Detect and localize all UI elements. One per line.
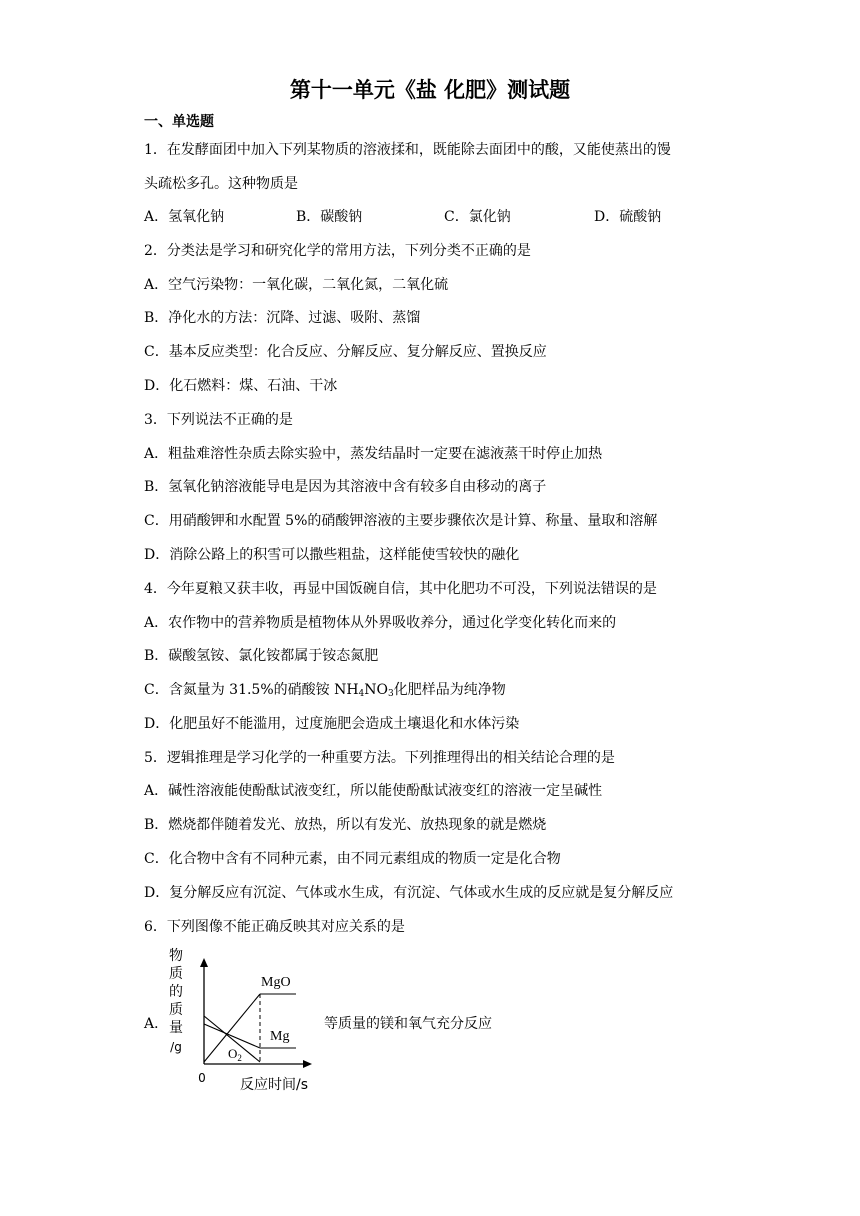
graph-y-label-2: 质 (169, 966, 183, 982)
graph-label-o2: $O_2$ (228, 1046, 242, 1063)
q2-option-c: C．基本反应类型：化合反应、分解反应、复分解反应、置换反应 (144, 344, 547, 360)
q1-option-d: D．硫酸钠 (594, 209, 662, 225)
q4-stem: 4．今年夏粮又获丰收，再显中国饭碗自信，其中化肥功不可没，下列说法错误的是 (144, 581, 657, 597)
q2-option-b: B．净化水的方法：沉降、过滤、吸附、蒸馏 (144, 310, 421, 326)
q2-stem: 2．分类法是学习和研究化学的常用方法，下列分类不正确的是 (144, 243, 531, 259)
q2-option-a: A．空气污染物：一氧化碳，二氧化氮，二氧化硫 (144, 277, 449, 293)
q3-option-d: D．消除公路上的积雪可以撒些粗盐，这样能使雪较快的融化 (144, 547, 520, 563)
q2-option-d: D．化石燃料：煤、石油、干冰 (144, 378, 338, 394)
q4-option-d: D．化肥虽好不能滥用，过度施肥会造成土壤退化和水体污染 (144, 716, 520, 732)
graph-label-mgo: MgO (261, 975, 291, 990)
graph-y-label-6: /g (170, 1040, 182, 1054)
q5-stem: 5．逻辑推理是学习化学的一种重要方法。下列推理得出的相关结论合理的是 (144, 750, 615, 766)
q6-option-a: A． (144, 1016, 169, 1032)
graph-origin: 0 (198, 1071, 206, 1085)
graph-y-label-3: 的 (169, 984, 183, 1000)
q1-option-b: B．碳酸钠 (296, 209, 363, 225)
q5-option-d: D．复分解反应有沉淀、气体或水生成，有沉淀、气体或水生成的反应就是复分解反应 (144, 885, 674, 901)
graph-y-label-4: 质 (169, 1002, 183, 1018)
q4-option-a: A．农作物中的营养物质是植物体从外界吸收养分，通过化学变化转化而来的 (144, 615, 617, 631)
q3-option-b: B．氢氧化钠溶液能导电是因为其溶液中含有较多自由移动的离子 (144, 479, 547, 495)
q3-option-a: A．粗盐难溶性杂质去除实验中，蒸发结晶时一定要在滤液蒸干时停止加热 (144, 446, 603, 462)
q6-stem: 6．下列图像不能正确反映其对应关系的是 (144, 919, 405, 935)
q6-graph (164, 944, 324, 1094)
graph-y-label-1: 物 (169, 948, 183, 964)
graph-x-arrow-icon (303, 1060, 312, 1068)
graph-x-label: 反应时间/s (240, 1077, 309, 1093)
q5-option-a: A．碱性溶液能使酚酞试液变红，所以能使酚酞试液变红的溶液一定呈碱性 (144, 783, 603, 799)
q1-option-a: A．氢氧化钠 (144, 209, 225, 225)
section-heading: 一、单选题 (144, 114, 214, 130)
q3-option-c: C．用硝酸钾和水配置 5%的硝酸钾溶液的主要步骤依次是计算、称量、量取和溶解 (144, 513, 658, 529)
page-title: 第十一单元《盐 化肥》测试题 (289, 77, 571, 102)
graph-y-label-5: 量 (169, 1020, 183, 1036)
q1-stem-line-2: 头疏松多孔。这种物质是 (144, 176, 298, 192)
q1-option-c: C．氯化钠 (444, 209, 511, 225)
q3-stem: 3．下列说法不正确的是 (144, 412, 293, 428)
q6-graph-caption: 等质量的镁和氧气充分反应 (324, 1016, 492, 1032)
q4-option-b: B．碳酸氢铵、氯化铵都属于铵态氮肥 (144, 648, 379, 664)
graph-label-mg: Mg (270, 1029, 290, 1044)
graph-y-arrow-icon (200, 958, 208, 967)
q5-option-c: C．化合物中含有不同种元素，由不同元素组成的物质一定是化合物 (144, 851, 561, 867)
q5-option-b: B．燃烧都伴随着发光、放热，所以有发光、放热现象的就是燃烧 (144, 817, 547, 833)
q1-stem-line-1: 1．在发酵面团中加入下列某物质的溶液揉和，既能除去面团中的酸，又能使蒸出的馒 (144, 142, 671, 158)
q4-option-c: C．含氮量为 31.5%的硝酸铵 $NH_4NO_3$化肥样品为纯净物 (144, 682, 506, 699)
